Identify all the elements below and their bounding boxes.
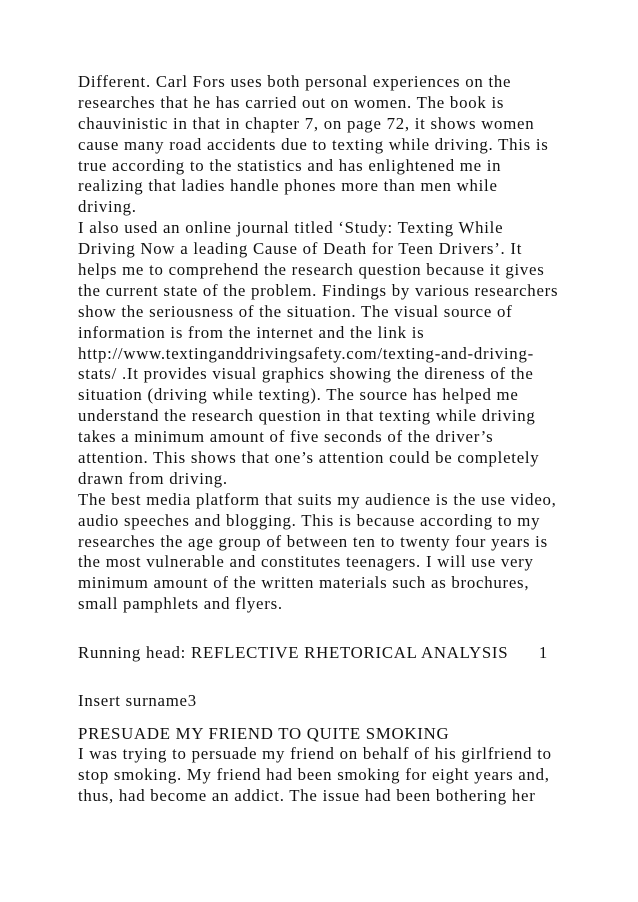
text-line: small pamphlets and flyers.	[78, 594, 283, 614]
text-line: audio speeches and blogging. This is because according to my	[78, 510, 541, 530]
text-line: situation (driving while texting). The source has helped me	[78, 385, 519, 405]
text-line: cause many road accidents due to texting while driving. This is	[78, 134, 549, 154]
running-head: Running head: REFLECTIVE RHETORICAL ANALYSIS	[78, 643, 509, 662]
text-line: I was trying to persuade my friend on behalf of his girlfriend to	[78, 744, 552, 763]
text-line: chauvinistic in that in chapter 7, on page 72, it shows women	[78, 113, 535, 133]
text-line: minimum amount of the written materials such as brochures,	[78, 573, 530, 593]
text-line: Driving Now a leading Cause of Death for Teen Drivers’. It	[78, 239, 523, 259]
text-line: the most vulnerable and constitutes teenagers. I will use very	[78, 552, 534, 572]
text-line: information is from the internet and the link is	[78, 322, 425, 342]
essay-body	[78, 744, 618, 807]
text-line: the current state of the problem. Findings by various researchers	[78, 280, 559, 300]
text-line: realizing that ladies handle phones more than men while	[78, 176, 498, 196]
text-line: stats/ .It provides visual graphics showing the direness of the	[78, 364, 534, 384]
essay-title: PRESUADE MY FRIEND TO QUITE SMOKING	[78, 724, 450, 743]
text-line: takes a minimum amount of five seconds of the driver’s	[78, 427, 494, 447]
text-line: I also used an online journal titled ‘Study: Texting While	[78, 218, 504, 238]
text-line: thus, had become an addict. The issue had been bothering her	[78, 785, 536, 805]
url-line: http://www.textinganddrivingsafety.com/texting-and-driving-	[78, 343, 534, 363]
text-line: understand the research question in that texting while driving	[78, 406, 536, 426]
text-line: helps me to comprehend the research question because it gives	[78, 260, 545, 280]
text-line: researches that he has carried out on women. The book is	[78, 92, 505, 112]
text-line: The best media platform that suits my audience is the use video,	[78, 489, 557, 509]
text-line: Different. Carl Fors uses both personal experiences on the	[78, 72, 512, 91]
running-head-row	[78, 642, 548, 663]
text-line: attention. This shows that one’s attention could be completely	[78, 448, 540, 468]
text-line: stop smoking. My friend had been smoking for eight years and,	[78, 764, 550, 784]
text-line: drawn from driving.	[78, 468, 228, 488]
text-line: true according to the statistics and has enlightened me in	[78, 155, 502, 175]
text-line: researches the age group of between ten to twenty four years is	[78, 531, 548, 551]
text-line: show the seriousness of the situation. The visual source of	[78, 301, 513, 321]
surname-line: Insert surname3	[78, 691, 197, 710]
body-text	[78, 72, 618, 615]
page-number: 1	[538, 643, 548, 662]
text-line: driving.	[78, 197, 137, 217]
